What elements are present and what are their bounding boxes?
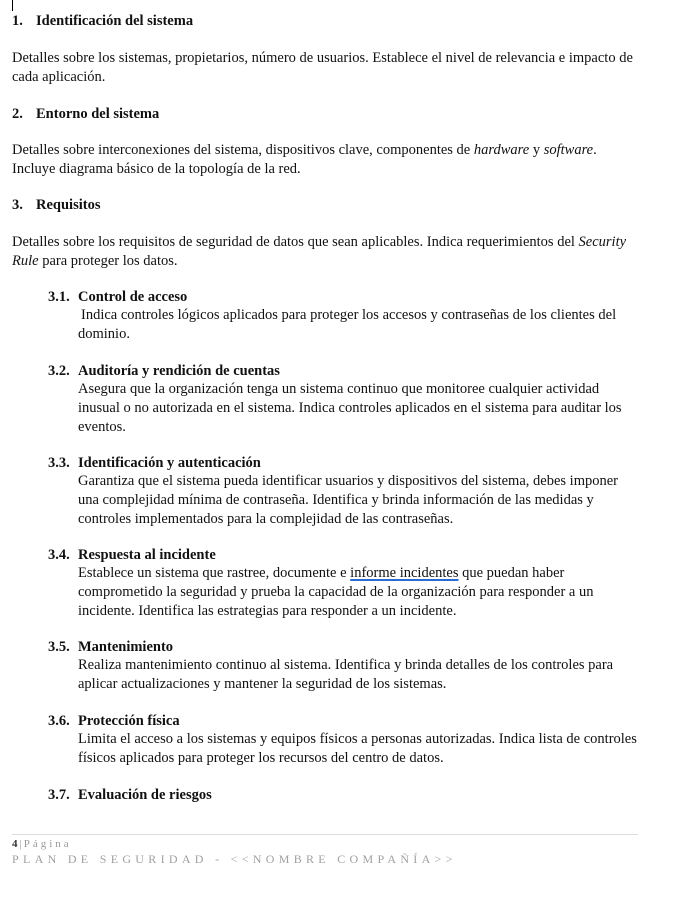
section-number: 2.: [12, 106, 23, 122]
italic-term-hardware: hardware: [473, 142, 530, 158]
section-body-2: Detalles sobre interconexiones del sistema, dispositivos clave, componentes de hardware y software. Incluye diagrama básico de la topología de la red.: [12, 142, 597, 177]
subsection-body-3-1: Indica controles lógicos aplicados para proteger los accesos y contraseñas de los clientes del dominio.: [78, 307, 617, 342]
subsection-heading-3-2: 3.2. Auditoría y rendición de cuentas: [48, 363, 280, 379]
subsection-body-3-4: Establece un sistema que rastree, documente e informe incidentes que puedan haber comprometido la seguridad y prueba la capacidad de la organización para responder a un incidente. Identifica las estrategias para responder a un incidente.: [78, 565, 594, 619]
grammar-underline[interactable]: informe incidentes: [350, 565, 459, 581]
text-cursor: [12, 0, 13, 11]
subsection-heading-3-1: 3.1. Control de acceso: [48, 289, 188, 305]
footer-document-title: PLAN DE SEGURIDAD - <<NOMBRE COMPAÑÍA>>: [12, 852, 457, 866]
subsection-body-3-5: Realiza mantenimiento continuo al sistema. Identifica y brinda detalles de los controles para aplicar actualizaciones y mantener la seguridad de los sistemas.: [78, 657, 614, 692]
subsection-body-3-3: Garantiza que el sistema pueda identificar usuarios y dispositivos del sistema, debes imponer una complejidad mínima de contraseña. Identifica y brinda información de las medidas y controles implementados para la complejidad de las contraseñas.: [78, 473, 618, 527]
section-body-3: Detalles sobre los requisitos de seguridad de datos que sean aplicables. Indica requerimientos del Security Rule para proteger los datos.: [12, 234, 627, 269]
subsection-heading-3-5: 3.5. Mantenimiento: [48, 639, 174, 655]
section-number: 1.: [12, 13, 23, 29]
section-title: Identificación del sistema: [36, 13, 194, 29]
section-number: 3.: [12, 197, 23, 213]
section-title: Entorno del sistema: [36, 106, 160, 122]
italic-term-security-rule: Security Rule: [12, 234, 627, 269]
section-heading-1: [12, 12, 193, 31]
section-body-1: Detalles sobre los sistemas, propietarios, número de usuarios. Establece el nivel de relevancia e impacto de cada aplicación.: [12, 50, 633, 85]
section-title: Requisitos: [36, 197, 101, 213]
section-heading-3: [12, 196, 100, 215]
subsection-body-3-2: Asegura que la organización tenga un sistema continuo que monitoree cualquier actividad inusual o no autorizada en el sistema. Indica controles aplicados en el sistema para auditar los eventos.: [78, 381, 622, 435]
subsection-heading-3-3: 3.3. Identificación y autenticación: [48, 455, 261, 471]
subsection-heading-3-7: 3.7. Evaluación de riesgos: [48, 787, 212, 803]
footer-page-number: 4 | Página: [12, 838, 72, 850]
subsection-body-3-6: Limita el acceso a los sistemas y equipos físicos a personas autorizadas. Indica lista de controles físicos aplicados para proteger los recursos del centro de datos.: [78, 731, 637, 766]
subsection-heading-3-6: 3.6. Protección física: [48, 713, 180, 729]
subsection-heading-3-4: 3.4. Respuesta al incidente: [48, 547, 216, 563]
italic-term-software: software: [543, 142, 594, 158]
section-heading-2: [12, 105, 159, 124]
footer-divider: [12, 834, 638, 835]
